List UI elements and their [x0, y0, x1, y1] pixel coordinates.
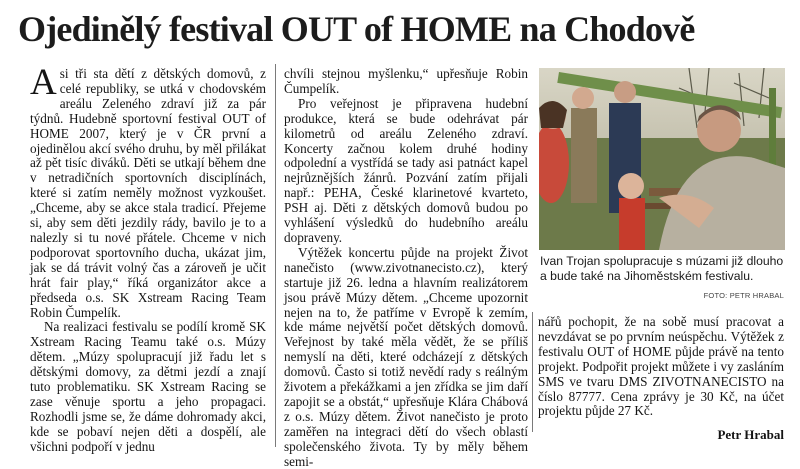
article-title: Ojedinělý festival OUT of HOME na Chodově [18, 9, 695, 49]
paragraph: Výtěžek koncertu půjde na projekt Život nanečisto (www.zivotnanecisto.cz), který startuje již 26. ledna a hlavním realizátorem jsou právě Múzy dětem. „Chceme upozornit nejen na to, že patříme v Evropě k zemím, kde máme největší počet dětských domovů. Veřejnost by také měla vědět, že se příliš nemyslí na děti, které odcházejí z dětských domovů. Často si totiž nevědí rady s reálným životem a překážkami a jen zřídka se jim daří zapojit se a obstát,“ upřesňuje Klára Chábová z o.s. Múzy dětem. Život nanečisto je proto zaměřen na integraci dětí do všech oblastí společenského života. Ty by měly během semi- [284, 244, 528, 469]
text-column-3 [538, 315, 784, 419]
drop-cap: A [30, 62, 57, 103]
photo-credit: FOTO: PETR HRABAL [703, 291, 784, 300]
photo-caption: Ivan Trojan spolupracuje s múzami již dlouho a bude také na Jihoměstském festivalu. [540, 254, 784, 283]
paragraph: chvíli stejnou myšlenku,“ upřesňuje Robin Čumpelík. [284, 66, 528, 96]
column-divider [275, 64, 276, 447]
paragraph: Pro veřejnost je připravena hudební produkce, která se bude odehrávat pár kilometrů od areálu Zeleného zdraví. Koncerty začnou kolem druhé hodiny odpolední a vystřídá se tady asi patnáct kapel nejrůznějších žánrů. Pozvání zatím přijali např.: PEHA, České klarinetové kvarteto, PSH aj. Děti z dětských domovů budou po vyhlášení výsledků do hudebního areálu dopraveny. [284, 95, 528, 245]
text-column-1 [30, 62, 266, 455]
article-photo [539, 68, 785, 250]
paragraph: nářů pochopit, že na sobě musí pracovat a nevzdávat se po prvním neúspěchu. Výtěžek z festivalu OUT of HOME půjde právě na tento projekt. Podpořit projekt můžete i vy zasláním SMS ve tvaru DMS ZIVOTNANECISTO na číslo 87777. Cena zprávy je 30 Kč, na účet projektu půjde 27 Kč. [538, 314, 784, 419]
paragraph-text: si tři sta dětí z dětských domovů, z celé republiky, se utká v chodovském areálu Zeleného zdraví již za pár týdnů. Hudebně sportovní festival OUT of HOME 2007, který je v ČR první a ojedinělou akcí svého druhu, by měl přilákat až pět tisíc diváků. Děti se utkají během dne v netradičních sportovních disciplínách, které si zatím neměly možnost vyzkoušet. „Chceme, aby se akce stala tradicí. Přejeme si, aby sem děti jezdily rády, bavilo je to a nalezly si tu nové přátele. Chceme v nich podporovat sportovního ducha, ukázat jim, jak se dá trávit volný čas a zároveň je učit hrát fair play,“ říká organizátor akce a předseda o.s. SK Xstream Racing Team Robin Čumpelík. [30, 66, 266, 320]
column-divider [532, 312, 533, 432]
paragraph: Na realizaci festivalu se podílí kromě SK Xstream Racing Teamu také o.s. Múzy dětem. „Múzy spolupracují již řadu let s dětskými domovy, za dětmi jezdí a znají tuto problematiku. SK Xstream Racing se zase věnuje sportu a jeho propagaci. Rozhodli jsme se, že dáme dohromady akci, kde se pobaví nejen děti a dospělí, ale všichni podpoří v jednu [30, 319, 266, 454]
photo-illustration [539, 68, 785, 250]
text-column-2 [284, 67, 528, 469]
author-byline: Petr Hrabal [717, 427, 784, 442]
paragraph [30, 62, 266, 320]
